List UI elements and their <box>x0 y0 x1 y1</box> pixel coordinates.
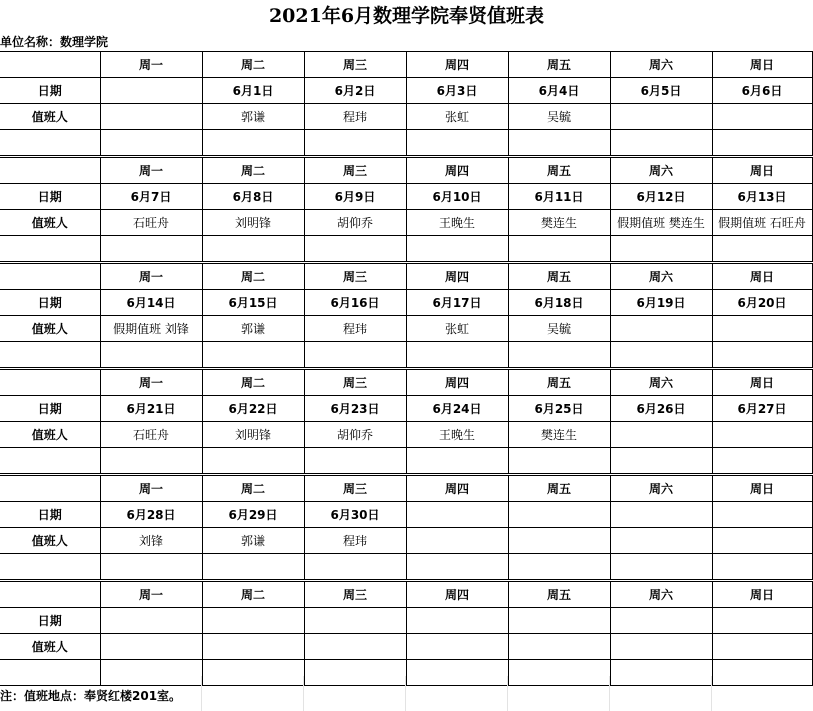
blank-cell <box>0 448 100 474</box>
duty-person-cell: 程玮 <box>304 104 406 130</box>
weekday-header: 周四 <box>406 582 508 608</box>
weekday-header: 周五 <box>508 264 610 290</box>
duty-person-cell: 程玮 <box>304 316 406 342</box>
weekday-header-row <box>0 370 812 396</box>
weekday-header: 周二 <box>202 158 304 184</box>
duty-person-cell: 胡仰乔 <box>304 422 406 448</box>
weekday-header: 周一 <box>100 52 202 78</box>
date-cell <box>508 608 610 634</box>
duty-person-cell: 张虹 <box>406 104 508 130</box>
blank-cell <box>304 448 406 474</box>
date-cell <box>610 502 712 528</box>
blank-cell <box>0 582 100 608</box>
weekday-header: 周五 <box>508 582 610 608</box>
weekday-header: 周二 <box>202 264 304 290</box>
weekday-header: 周二 <box>202 582 304 608</box>
duty-person-cell <box>712 528 812 554</box>
blank-cell <box>0 554 100 580</box>
weekday-header: 周二 <box>202 52 304 78</box>
date-row <box>0 78 812 104</box>
duty-person-cell <box>610 634 712 660</box>
date-cell: 6月11日 <box>508 184 610 210</box>
date-cell <box>100 78 202 104</box>
duty-person-cell: 假期值班 石旺舟 <box>712 210 812 236</box>
gridline <box>303 676 304 711</box>
date-cell <box>406 502 508 528</box>
blank-cell <box>100 342 202 368</box>
blank-cell <box>406 342 508 368</box>
date-cell <box>304 608 406 634</box>
date-row-label: 日期 <box>0 78 100 104</box>
duty-person-cell <box>610 316 712 342</box>
weekday-header-row <box>0 52 812 78</box>
blank-cell <box>610 448 712 474</box>
blank-cell <box>202 236 304 262</box>
blank-cell <box>406 554 508 580</box>
blank-cell <box>610 130 712 156</box>
weekday-header: 周一 <box>100 158 202 184</box>
date-row-label: 日期 <box>0 502 100 528</box>
blank-cell <box>0 370 100 396</box>
duty-person-cell: 王晚生 <box>406 210 508 236</box>
duty-person-cell: 刘明锋 <box>202 422 304 448</box>
weekday-header-row <box>0 582 812 608</box>
blank-cell <box>406 448 508 474</box>
page-title: 2021年6月数理学院奉贤值班表 <box>268 5 545 27</box>
weekday-header: 周日 <box>712 582 812 608</box>
weekday-header: 周四 <box>406 52 508 78</box>
blank-cell <box>406 236 508 262</box>
weekday-header-row <box>0 264 812 290</box>
blank-cell <box>712 554 812 580</box>
date-row-label: 日期 <box>0 290 100 316</box>
blank-cell <box>610 236 712 262</box>
blank-cell <box>0 52 100 78</box>
weekday-header: 周一 <box>100 370 202 396</box>
blank-cell <box>0 158 100 184</box>
duty-row <box>0 634 812 660</box>
date-cell: 6月15日 <box>202 290 304 316</box>
blank-cell <box>304 554 406 580</box>
weekday-header: 周一 <box>100 264 202 290</box>
blank-cell <box>712 342 812 368</box>
duty-person-cell <box>712 316 812 342</box>
date-row-label: 日期 <box>0 184 100 210</box>
gridline <box>507 676 508 711</box>
blank-cell <box>202 448 304 474</box>
date-row <box>0 184 812 210</box>
blank-cell <box>100 130 202 156</box>
blank-cell <box>304 236 406 262</box>
duty-person-cell <box>100 104 202 130</box>
gridline <box>609 676 610 711</box>
date-cell: 6月8日 <box>202 184 304 210</box>
weekday-header: 周二 <box>202 370 304 396</box>
duty-person-cell: 刘明锋 <box>202 210 304 236</box>
date-cell: 6月28日 <box>100 502 202 528</box>
weekday-header: 周六 <box>610 158 712 184</box>
duty-person-cell <box>508 528 610 554</box>
duty-row <box>0 528 812 554</box>
blank-cell <box>202 130 304 156</box>
duty-person-cell <box>202 634 304 660</box>
weekday-header: 周四 <box>406 158 508 184</box>
duty-person-cell: 假期值班 刘锋 <box>100 316 202 342</box>
blank-row <box>0 554 812 580</box>
gridline <box>405 676 406 711</box>
gridline <box>201 676 202 711</box>
date-cell: 6月9日 <box>304 184 406 210</box>
weekday-header: 周三 <box>304 158 406 184</box>
date-cell: 6月22日 <box>202 396 304 422</box>
blank-cell <box>712 448 812 474</box>
duty-person-cell <box>712 422 812 448</box>
weekday-header: 周日 <box>712 264 812 290</box>
date-cell: 6月19日 <box>610 290 712 316</box>
date-cell <box>712 502 812 528</box>
duty-person-cell: 王晚生 <box>406 422 508 448</box>
duty-person-cell: 郭谦 <box>202 104 304 130</box>
duty-row-label: 值班人 <box>0 634 100 660</box>
duty-person-cell <box>406 528 508 554</box>
date-cell <box>610 608 712 634</box>
weekday-header: 周六 <box>610 476 712 502</box>
date-cell: 6月30日 <box>304 502 406 528</box>
weekday-header: 周四 <box>406 370 508 396</box>
duty-row-label: 值班人 <box>0 210 100 236</box>
date-cell: 6月10日 <box>406 184 508 210</box>
date-cell: 6月23日 <box>304 396 406 422</box>
duty-person-cell: 郭谦 <box>202 316 304 342</box>
duty-person-cell: 石旺舟 <box>100 422 202 448</box>
duty-person-cell: 石旺舟 <box>100 210 202 236</box>
weekday-header: 周四 <box>406 476 508 502</box>
duty-person-cell <box>712 634 812 660</box>
date-cell: 6月21日 <box>100 396 202 422</box>
date-cell: 6月5日 <box>610 78 712 104</box>
blank-row <box>0 342 812 368</box>
date-row <box>0 608 812 634</box>
date-cell: 6月17日 <box>406 290 508 316</box>
duty-row <box>0 422 812 448</box>
blank-cell <box>712 236 812 262</box>
blank-row <box>0 236 812 262</box>
blank-row <box>0 448 812 474</box>
blank-cell <box>508 236 610 262</box>
date-row-label: 日期 <box>0 396 100 422</box>
weekday-header: 周日 <box>712 158 812 184</box>
date-row-label: 日期 <box>0 608 100 634</box>
date-cell: 6月20日 <box>712 290 812 316</box>
date-cell: 6月6日 <box>712 78 812 104</box>
weekday-header: 周五 <box>508 476 610 502</box>
duty-person-cell: 樊连生 <box>508 422 610 448</box>
duty-person-cell: 胡仰乔 <box>304 210 406 236</box>
weekday-header: 周四 <box>406 264 508 290</box>
duty-person-cell: 樊连生 <box>508 210 610 236</box>
duty-person-cell: 程玮 <box>304 528 406 554</box>
duty-person-cell: 假期值班 樊连生 <box>610 210 712 236</box>
blank-row <box>0 130 812 156</box>
duty-person-cell <box>304 634 406 660</box>
date-row <box>0 290 812 316</box>
weekday-header: 周一 <box>100 476 202 502</box>
weekday-header: 周六 <box>610 264 712 290</box>
date-cell: 6月2日 <box>304 78 406 104</box>
weekday-header: 周六 <box>610 582 712 608</box>
date-cell: 6月4日 <box>508 78 610 104</box>
blank-cell <box>100 236 202 262</box>
duty-row-label: 值班人 <box>0 528 100 554</box>
weekday-header-row <box>0 476 812 502</box>
weekday-header: 周五 <box>508 370 610 396</box>
date-cell: 6月14日 <box>100 290 202 316</box>
blank-cell <box>508 342 610 368</box>
duty-person-cell <box>610 422 712 448</box>
date-cell: 6月3日 <box>406 78 508 104</box>
weekday-header: 周日 <box>712 52 812 78</box>
blank-cell <box>0 342 100 368</box>
blank-cell <box>508 554 610 580</box>
weekday-header: 周三 <box>304 370 406 396</box>
blank-cell <box>406 130 508 156</box>
duty-row-label: 值班人 <box>0 104 100 130</box>
duty-person-cell <box>610 104 712 130</box>
date-cell: 6月18日 <box>508 290 610 316</box>
date-cell: 6月25日 <box>508 396 610 422</box>
blank-cell <box>304 130 406 156</box>
blank-cell <box>202 554 304 580</box>
duty-person-cell <box>100 634 202 660</box>
blank-cell <box>0 130 100 156</box>
duty-person-cell: 刘锋 <box>100 528 202 554</box>
weekday-header: 周五 <box>508 52 610 78</box>
duty-schedule-grid <box>0 51 813 686</box>
blank-cell <box>508 130 610 156</box>
blank-cell <box>100 554 202 580</box>
weekday-header: 周一 <box>100 582 202 608</box>
duty-row <box>0 104 812 130</box>
weekday-header: 周日 <box>712 370 812 396</box>
blank-cell <box>0 264 100 290</box>
duty-person-cell <box>610 528 712 554</box>
weekday-header: 周三 <box>304 52 406 78</box>
weekday-header: 周三 <box>304 476 406 502</box>
duty-location-note: 注：值班地点：奉贤红楼201室。 <box>0 689 182 703</box>
duty-person-cell <box>712 104 812 130</box>
date-row <box>0 396 812 422</box>
duty-person-cell: 郭谦 <box>202 528 304 554</box>
duty-person-cell: 吴毓 <box>508 316 610 342</box>
blank-cell <box>0 476 100 502</box>
date-cell: 6月13日 <box>712 184 812 210</box>
blank-cell <box>610 342 712 368</box>
date-cell <box>100 608 202 634</box>
weekday-header: 周三 <box>304 582 406 608</box>
date-cell <box>202 608 304 634</box>
date-cell: 6月16日 <box>304 290 406 316</box>
date-cell: 6月7日 <box>100 184 202 210</box>
weekday-header: 周三 <box>304 264 406 290</box>
duty-table <box>0 51 813 686</box>
weekday-header: 周二 <box>202 476 304 502</box>
blank-cell <box>202 342 304 368</box>
blank-cell <box>712 130 812 156</box>
blank-cell <box>610 554 712 580</box>
date-cell: 6月24日 <box>406 396 508 422</box>
duty-person-cell <box>406 634 508 660</box>
date-cell: 6月1日 <box>202 78 304 104</box>
date-cell: 6月12日 <box>610 184 712 210</box>
weekday-header: 周六 <box>610 370 712 396</box>
duty-person-cell: 吴毓 <box>508 104 610 130</box>
duty-row <box>0 316 812 342</box>
date-cell: 6月27日 <box>712 396 812 422</box>
blank-cell <box>508 448 610 474</box>
weekday-header: 周日 <box>712 476 812 502</box>
date-cell <box>508 502 610 528</box>
duty-row-label: 值班人 <box>0 316 100 342</box>
blank-cell <box>0 236 100 262</box>
date-cell <box>406 608 508 634</box>
date-cell <box>712 608 812 634</box>
duty-row <box>0 210 812 236</box>
blank-cell <box>304 342 406 368</box>
unit-name-label: 单位名称：数理学院 <box>0 35 109 49</box>
date-cell: 6月26日 <box>610 396 712 422</box>
duty-person-cell <box>508 634 610 660</box>
date-row <box>0 502 812 528</box>
weekday-header: 周五 <box>508 158 610 184</box>
blank-cell <box>100 448 202 474</box>
date-cell: 6月29日 <box>202 502 304 528</box>
gridline <box>711 676 712 711</box>
weekday-header: 周六 <box>610 52 712 78</box>
weekday-header-row <box>0 158 812 184</box>
duty-person-cell: 张虹 <box>406 316 508 342</box>
duty-row-label: 值班人 <box>0 422 100 448</box>
